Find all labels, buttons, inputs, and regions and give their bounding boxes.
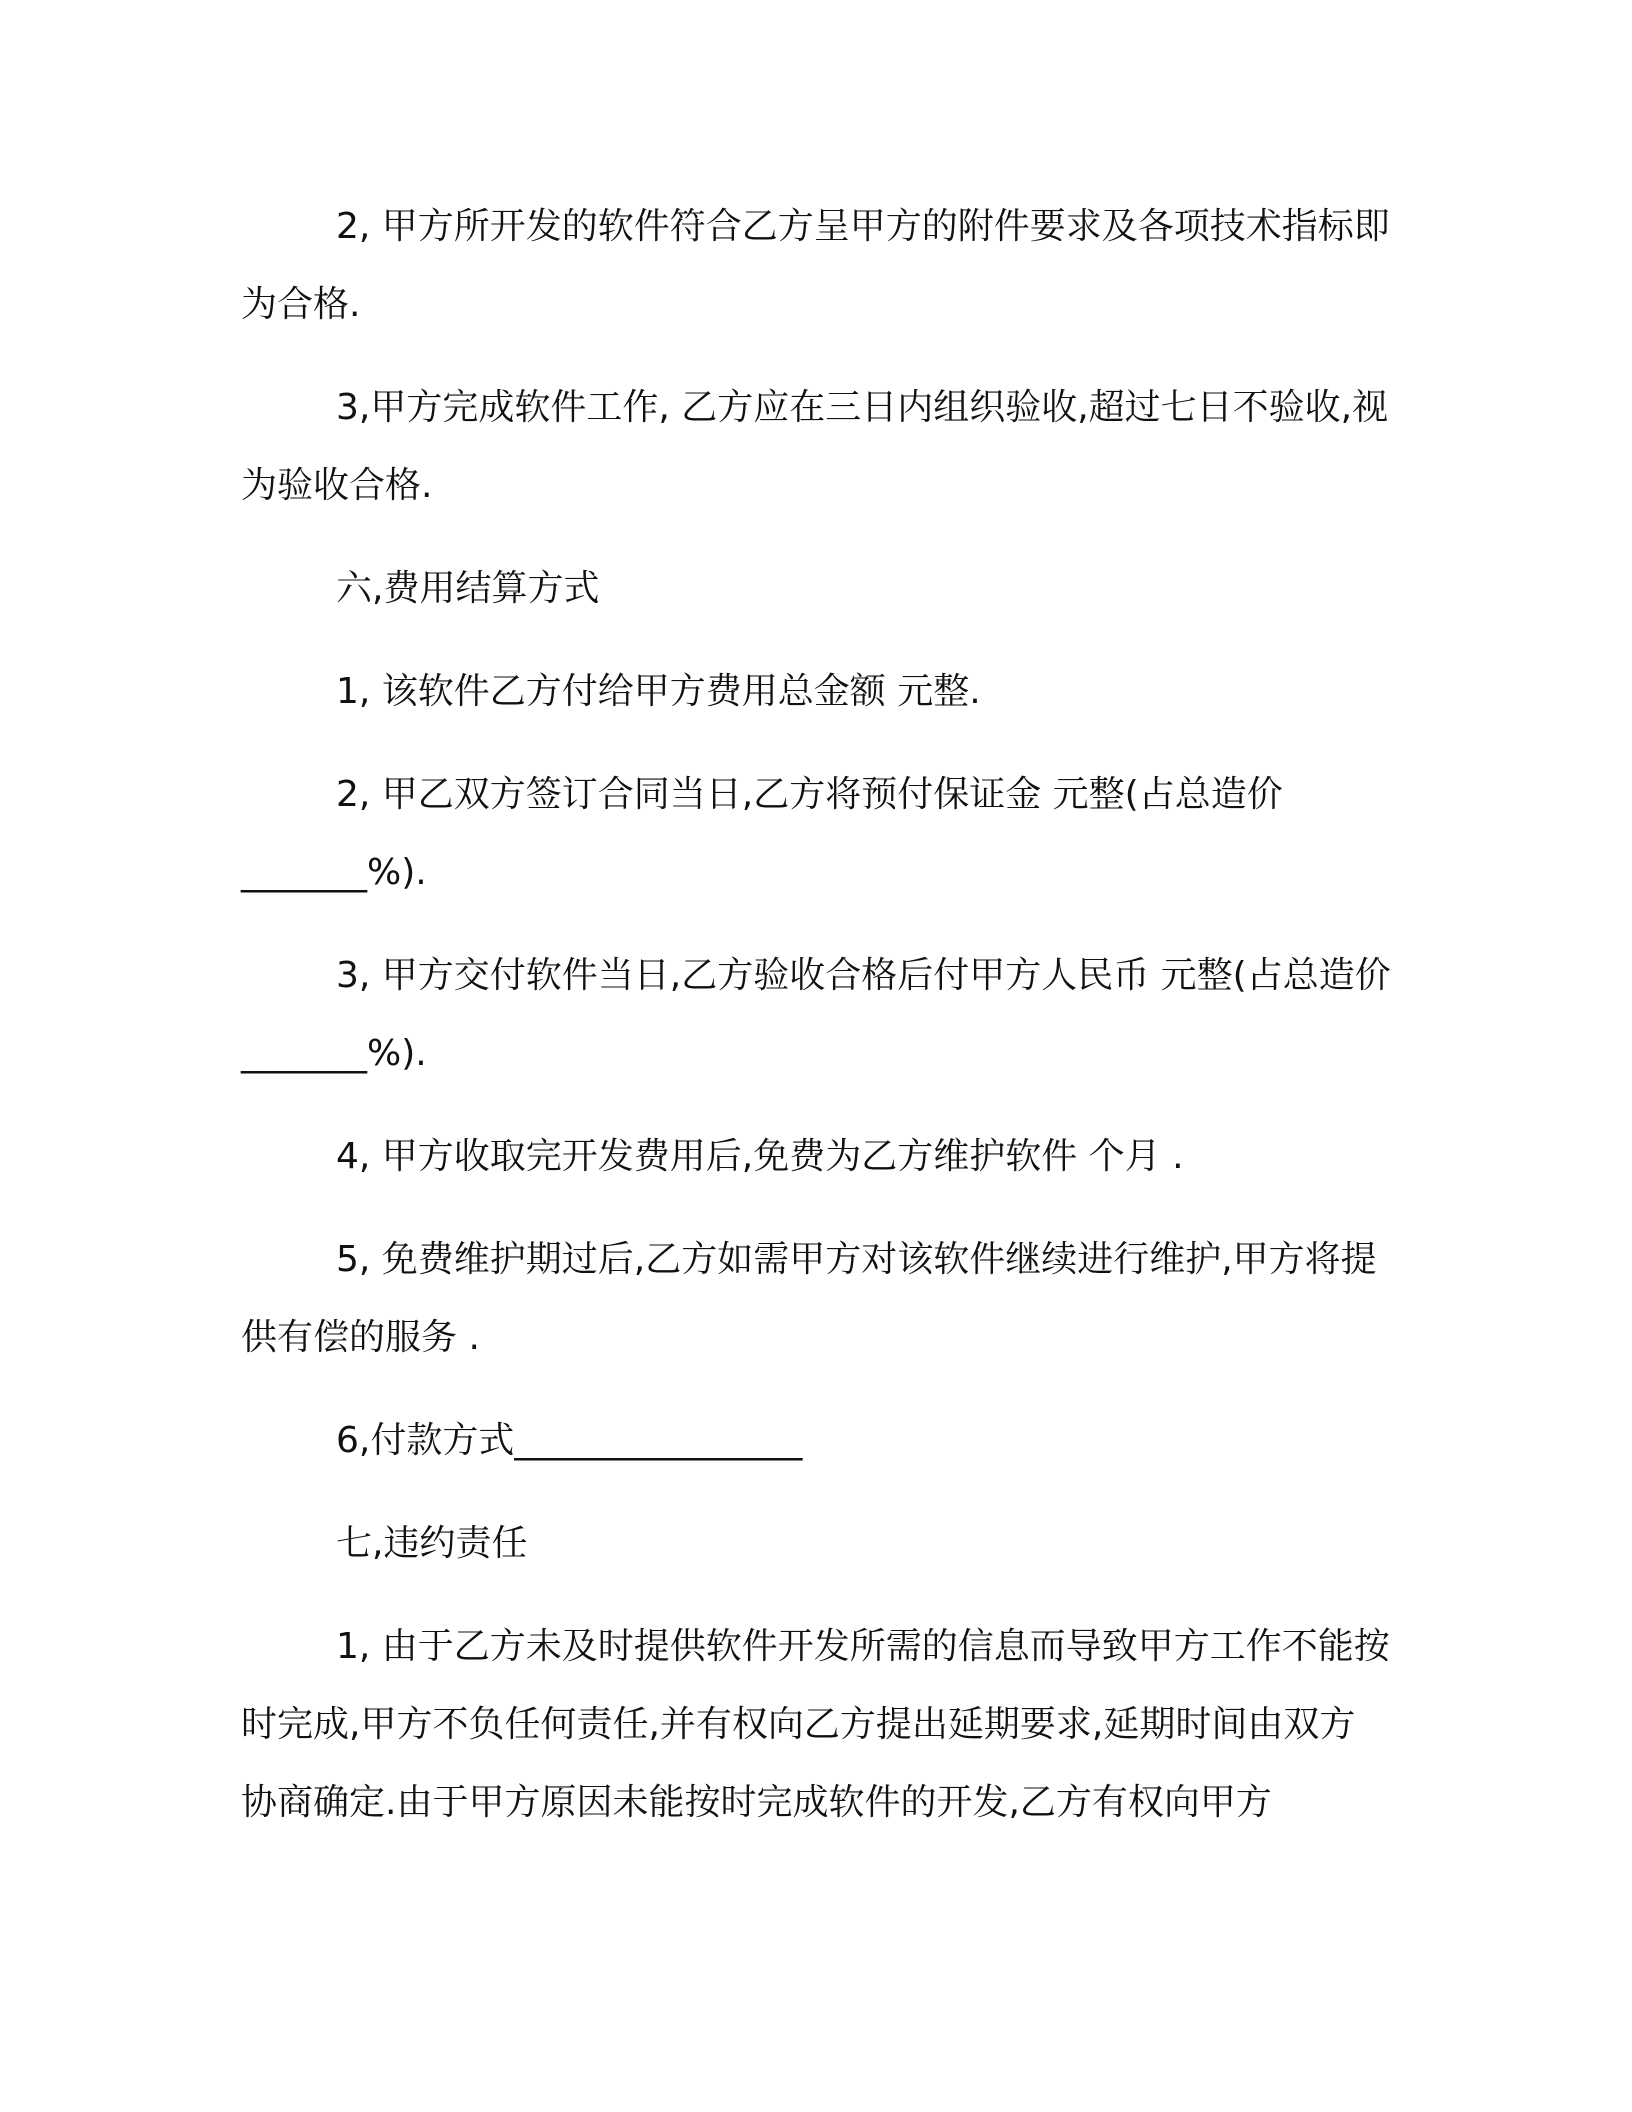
clause-6-2-deposit: 2, 甲乙双方签订合同当日,乙方将预付保证金 元整(占总造价 _______%).: [241, 774, 1295, 893]
section-7-heading: 七,违约责任: [336, 1523, 528, 1564]
document-body: [241, 188, 1391, 1842]
clause-6-4-free-maintenance: 4, 甲方收取完开发费用后,免费为乙方维护软件 个月 .: [336, 1136, 1184, 1177]
section-6-heading: 六,费用结算方式: [336, 568, 600, 609]
clause-6-1-total-fee: 1, 该软件乙方付给甲方费用总金额 元整.: [336, 671, 981, 712]
clause-6-6-payment-method: 6,付款方式________________: [336, 1420, 803, 1461]
clause-5-2-acceptance-criteria: 2, 甲方所开发的软件符合乙方呈甲方的附件要求及各项技术指标即为合格.: [241, 206, 1390, 325]
clause-6-5-paid-service: 5, 免费维护期过后,乙方如需甲方对该软件继续进行维护,甲方将提供有偿的服务 .: [241, 1239, 1377, 1358]
clause-5-3-acceptance-timeline: 3,甲方完成软件工作, 乙方应在三日内组织验收,超过七日不验收,视为验收合格.: [241, 387, 1389, 506]
clause-7-1-liability: 1, 由于乙方未及时提供软件开发所需的信息而导致甲方工作不能按时完成,甲方不负任何责任,并有权向乙方提出延期要求,延期时间由双方协商确定.由于甲方原因未能按时完成软件的开发,乙方有权向甲方: [241, 1626, 1390, 1823]
clause-6-3-delivery-payment: 3, 甲方交付软件当日,乙方验收合格后付甲方人民币 元整(占总造价_______%).: [241, 955, 1391, 1074]
